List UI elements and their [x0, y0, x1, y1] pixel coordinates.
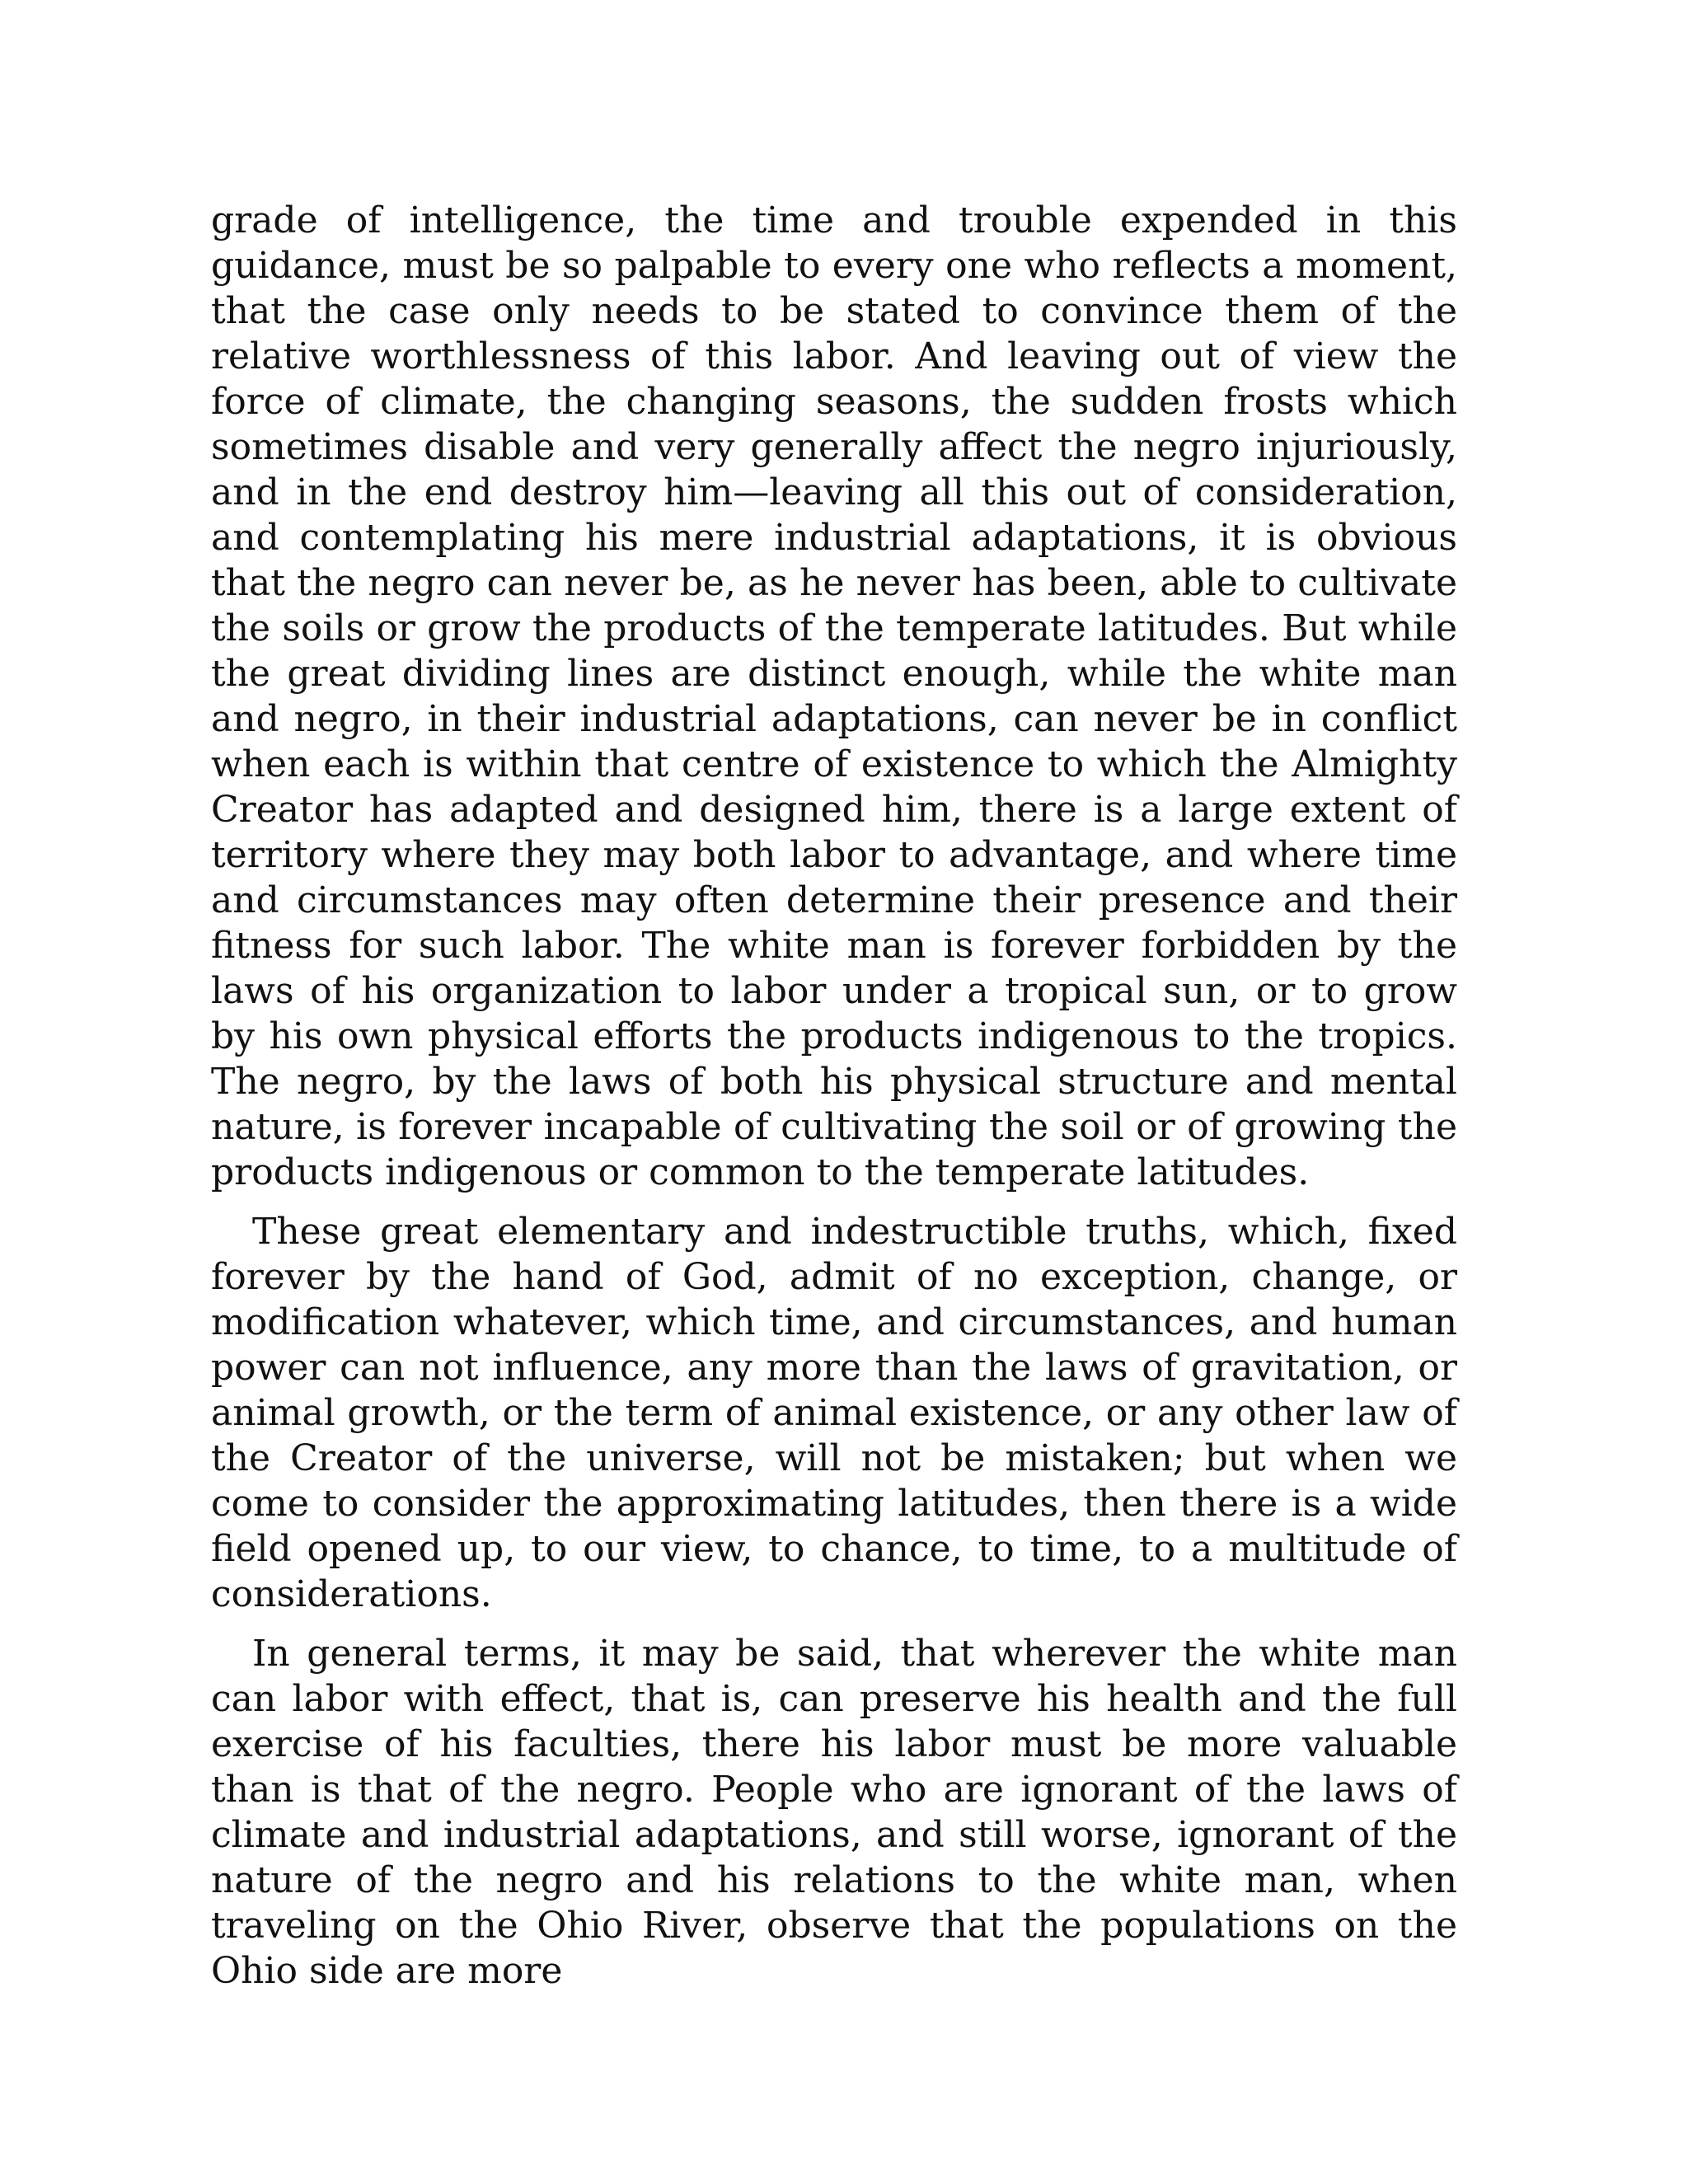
paragraph-2: These great elementary and indestructible truths, which, fixed forever by the hand of God, admit of no exception, change, or modification whatever, which time, and circumstances, and human power can not influence, any more than the laws of gravitation, or animal growth, or the term of animal existence, or any other law of the Creator of the universe, will not be mistaken; but when we come to consider the approximating latitudes, then there is a wide field opened up, to our view, to chance, to time, to a multitude of considerations.: [211, 1211, 1457, 1615]
page-body: [211, 198, 1457, 1994]
paragraph-1: grade of intelligence, the time and trouble expended in this guidance, must be so palpable to every one who reflects a moment, that the case only needs to be stated to convince them of the relative worthlessness of this labor. And leaving out of view the force of climate, the changing seasons, the sudden frosts which sometimes disable and very generally affect the negro injuriously, and in the end destroy him—leaving all this out of consideration, and contemplating his mere industrial adaptations, it is obvious that the negro can never be, as he never has been, able to cultivate the soils or grow the products of the temperate latitudes. But while the great dividing lines are distinct enough, while the white man and negro, in their industrial adaptations, can never be in conflict when each is within that centre of existence to which the Almighty Creator has adapted and designed him, there is a large extent of territory where they may both labor to advantage, and where time and circumstances may often determine their presence and their fitness for such labor. The white man is forever forbidden by the laws of his organization to labor under a tropical sun, or to grow by his own physical efforts the products indigenous to the tropics. The negro, by the laws of both his physical structure and mental nature, is forever incapable of cultivating the soil or of growing the products indigenous or common to the temperate latitudes.: [211, 199, 1457, 1193]
paragraph-3: In general terms, it may be said, that wherever the white man can labor with effect, that is, can preserve his health and the full exercise of his faculties, there his labor must be more valuable than is that of the negro. People who are ignorant of the laws of climate and industrial adaptations, and still worse, ignorant of the nature of the negro and his relations to the white man, when traveling on the Ohio River, observe that the populations on the Ohio side are more: [211, 1633, 1457, 1992]
